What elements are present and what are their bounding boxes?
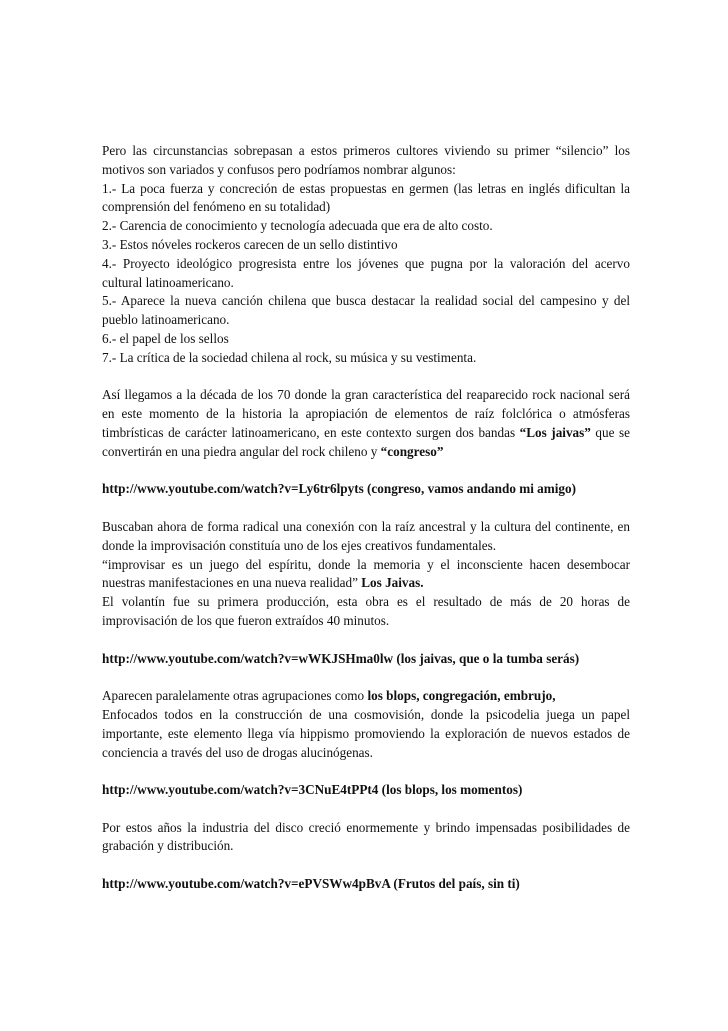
reason-item-3: 3.- Estos nóveles rockeros carecen de un sello distintivo <box>102 236 398 252</box>
document-page <box>102 142 630 894</box>
band-congreso: “congreso” <box>380 443 444 459</box>
youtube-link-jaivas[interactable]: http://www.youtube.com/watch?v=wWKJSHma0lw (los jaivas, que o la tumba serás) <box>102 650 580 666</box>
paragraph-spacer <box>102 631 630 650</box>
youtube-link-frutos[interactable]: http://www.youtube.com/watch?v=ePVSWw4pBvA (Frutos del país, sin ti) <box>102 876 520 892</box>
youtube-link-congreso[interactable]: http://www.youtube.com/watch?v=Ly6tr6lpyts (congreso, vamos andando mi amigo) <box>102 481 576 497</box>
reason-item-1: 1.- La poca fuerza y concreción de estas propuestas en germen (las letras en inglés dificultan la comprensión del fenómeno en su totalidad) <box>102 180 630 215</box>
paragraph-spacer <box>102 856 630 875</box>
jaivas-paragraph: Buscaban ahora de forma radical una conexión con la raíz ancestral y la cultura del continente, en donde la improvisación constituía uno de los ejes creativos fundamentales. <box>102 518 630 553</box>
seventies-middle-text: que se convertirán en una piedra angular del rock chileno y <box>102 424 630 459</box>
reason-item-7: 7.- La crítica de la sociedad chilena al rock, su música y su vestimenta. <box>102 349 477 365</box>
jaivas-quote <box>102 556 630 594</box>
psicodelia-paragraph: Enfocados todos en la construcción de una cosmovisión, donde la psicodelia juega un papel importante, este elemento llega vía hippismo promoviendo la exploración de nuevos estados de conciencia a través del uso de drogas alucinógenas. <box>102 706 630 760</box>
volantin-paragraph: El volantín fue su primera producción, esta obra es el resultado de más de 20 horas de improvisación de los que fueron extraídos 40 minutos. <box>102 594 630 628</box>
groups-lead-text: Aparecen paralelamente otras agrupaciones como <box>102 688 368 704</box>
reason-item-4: 4.- Proyecto ideológico progresista entre los jóvenes que pugna por la valoración del acervo cultural latinoamericano. <box>102 255 630 290</box>
youtube-link-blops[interactable]: http://www.youtube.com/watch?v=3CNuE4tPPt4 (los blops, los momentos) <box>102 782 523 798</box>
reason-item-5: 5.- Aparece la nueva canción chilena que busca destacar la realidad social del campesino y del pueblo latinoamericano. <box>102 293 630 328</box>
intro-paragraph: Pero las circunstancias sobrepasan a estos primeros cultores viviendo su primer “silencio” los motivos son variados y confusos pero podríamos nombrar algunos: <box>102 143 630 177</box>
quote-author: Los Jaivas. <box>361 575 424 591</box>
paragraph-spacer <box>102 762 630 781</box>
groups-names: los blops, congregación, embrujo, <box>367 688 556 704</box>
paragraph-spacer <box>102 368 630 387</box>
seventies-text: Así llegamos a la década de los 70 donde la gran característica del reaparecido rock nacional será en este momento de la historia la apropiación de elementos de raíz folclórica o atmósferas timbrísticas de carácter latinoamericano, en este contexto surgen dos bandas <box>102 387 630 440</box>
industry-paragraph: Por estos años la industria del disco creció enormemente y brindo impensadas posibilidades de grabación y distribución. <box>102 819 630 854</box>
paragraph-spacer <box>102 462 630 481</box>
reason-item-2: 2.- Carencia de conocimiento y tecnología adecuada que era de alto costo. <box>102 218 493 234</box>
quote-text: “improvisar es un juego del espíritu, donde la memoria y el inconsciente hacen desembocar nuestras manifestaciones en una nueva realidad” <box>102 556 630 591</box>
reason-item-6: 6.- el papel de los sellos <box>102 330 229 346</box>
paragraph-spacer <box>102 499 630 518</box>
band-los-jaivas: “Los jaivas” <box>519 424 591 440</box>
seventies-paragraph <box>102 386 630 461</box>
paragraph-spacer <box>102 668 630 687</box>
groups-lead-paragraph <box>102 687 630 706</box>
paragraph-spacer <box>102 800 630 819</box>
